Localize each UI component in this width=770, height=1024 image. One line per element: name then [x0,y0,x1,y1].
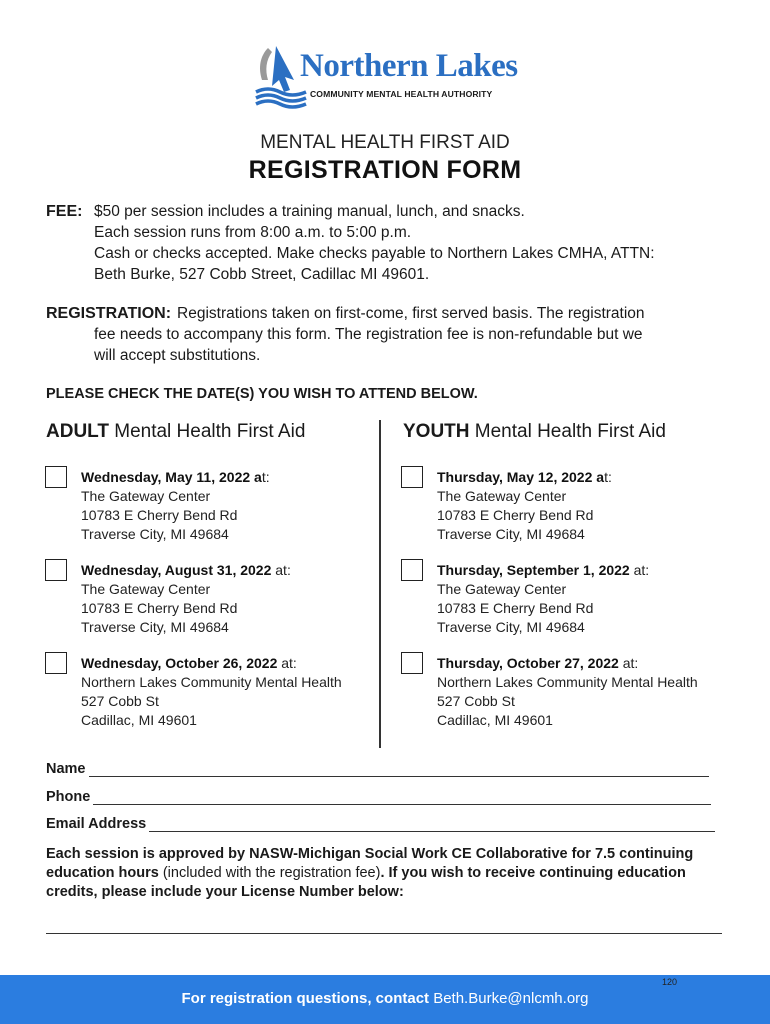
session-at: at: [277,655,297,671]
session-date: Thursday, May 12, 2022 a [437,469,605,485]
registration-line: Registrations taken on first-come, first served basis. The registration [177,305,645,322]
session-place: Northern Lakes Community Mental Health [437,674,698,690]
youth-september-checkbox[interactable] [401,559,423,581]
session-place: Northern Lakes Community Mental Health [81,674,342,690]
phone-label: Phone [46,789,91,805]
youth-heading-rest: Mental Health First Aid [469,421,666,442]
ce-note-normal: (included with the registration fee) [158,865,381,881]
adult-may-checkbox[interactable] [45,466,67,488]
session-at: t: [604,469,612,485]
youth-may-checkbox[interactable] [401,466,423,488]
session-city: Cadillac, MI 49601 [81,712,197,728]
session-date: Wednesday, August 31, 2022 [81,562,272,578]
session-at: t: [261,469,270,485]
session-street: 527 Cobb St [81,693,159,709]
footer-contact [0,990,770,1007]
page-number: 120 [662,977,678,987]
fee-line: Beth Burke, 527 Cobb Street, Cadillac MI 49601. [94,266,430,283]
northern-lakes-logo [254,44,518,110]
adult-heading [46,421,305,443]
session-city: Traverse City, MI 49684 [81,526,229,542]
registration-label: REGISTRATION: [46,305,172,322]
session-street: 10783 E Cherry Bend Rd [81,600,238,616]
session-place: The Gateway Center [81,581,211,597]
email-input[interactable] [149,820,715,832]
footer-bar [0,975,770,1024]
session-place: The Gateway Center [81,488,211,504]
session-date: Thursday, October 27, 2022 [437,655,619,671]
session-street: 10783 E Cherry Bend Rd [437,507,594,523]
phone-input[interactable] [93,793,711,805]
name-label: Name [46,761,86,777]
session-place: The Gateway Center [437,581,567,597]
ce-note-bold: Each session is approved by NASW-Michigan Social Work CE Collaborative for 7.5 continuing education hours [46,846,694,881]
session-date: Wednesday, May 11, 2022 a [81,469,262,485]
phone-field [46,789,711,805]
name-field [46,761,709,777]
session-date: Thursday, September 1, 2022 [437,562,630,578]
session-street: 10783 E Cherry Bend Rd [81,507,238,523]
adult-heading-rest: Mental Health First Aid [108,421,306,442]
session-city: Traverse City, MI 49684 [437,526,585,542]
name-input[interactable] [89,765,709,777]
check-dates-note: PLEASE CHECK THE DATE(S) YOU WISH TO ATTEND BELOW. [46,386,478,402]
session-street: 10783 E Cherry Bend Rd [437,600,594,616]
ce-note-bold2: . If you wish to receive continuing education credits, please include your License Number below: [46,865,686,900]
session-city: Traverse City, MI 49684 [437,619,585,635]
session-date: Wednesday, October 26, 2022 [81,655,278,671]
adult-august-checkbox[interactable] [45,559,67,581]
form-title: MENTAL HEALTH FIRST AID [260,132,510,153]
registration-line: will accept substitutions. [94,347,261,364]
adult-october-checkbox[interactable] [45,652,67,674]
registration-section [46,303,726,366]
logo-name: Northern Lakes [300,48,518,84]
fee-line: Cash or checks accepted. Make checks payable to Northern Lakes CMHA, ATTN: [94,245,655,262]
license-number-input[interactable] [46,933,722,934]
youth-heading-bold: YOUTH [403,421,470,442]
session-place: The Gateway Center [437,488,567,504]
email-field [46,816,715,832]
session-at: at: [271,562,291,578]
youth-heading [403,421,666,443]
fee-line: $50 per session includes a training manual, lunch, and snacks. [94,203,525,220]
fee-line: Each session runs from 8:00 a.m. to 5:00 p.m. [94,224,412,241]
ce-note [46,845,726,902]
logo-tagline: COMMUNITY MENTAL HEALTH AUTHORITY [310,89,493,99]
youth-october-checkbox[interactable] [401,652,423,674]
fee-label: FEE: [46,203,83,220]
email-label: Email Address [46,816,147,832]
session-city: Cadillac, MI 49601 [437,712,553,728]
session-city: Traverse City, MI 49684 [81,619,229,635]
footer-text: For registration questions, contact [181,990,434,1007]
session-street: 527 Cobb St [437,693,515,709]
session-at: at: [629,562,650,578]
session-at: at: [618,655,639,671]
adult-heading-bold: ADULT [46,421,109,442]
registration-line: fee needs to accompany this form. The registration fee is non-refundable but we [94,326,643,343]
form-subtitle: REGISTRATION FORM [248,156,522,184]
footer-email-link[interactable]: Beth.Burke@nlcmh.org [433,990,589,1007]
